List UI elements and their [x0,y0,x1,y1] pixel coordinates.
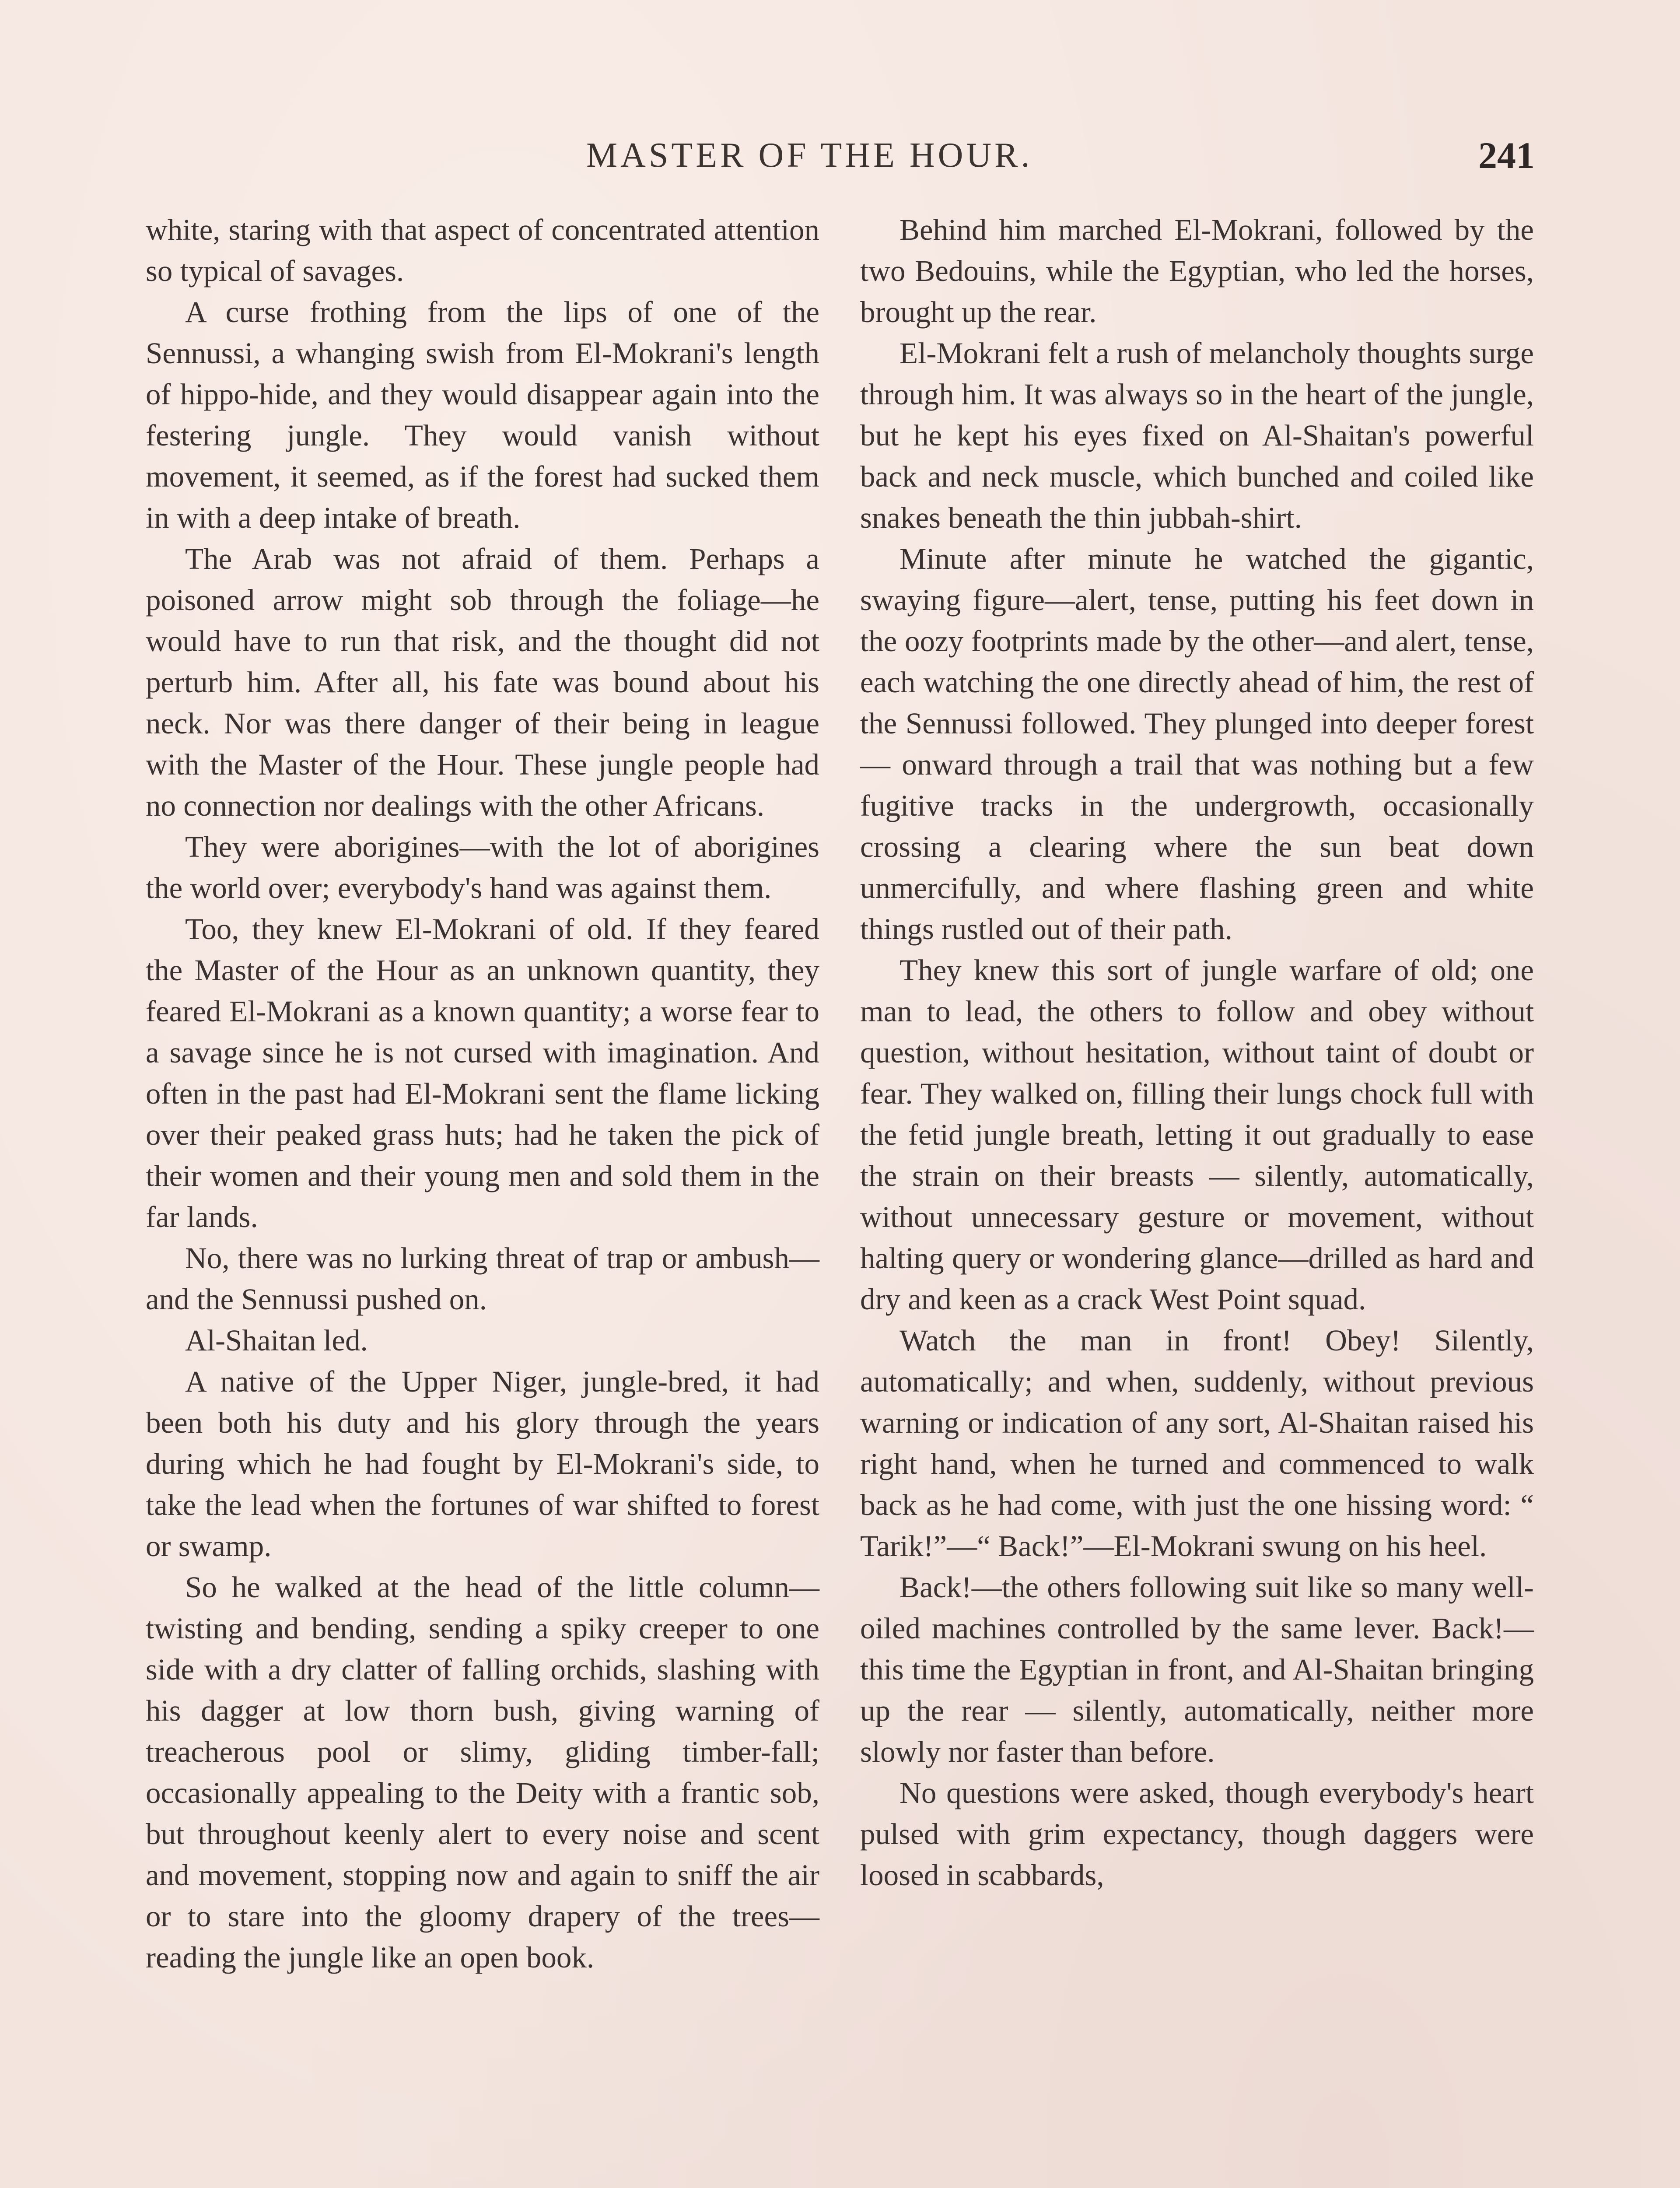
paragraph: A native of the Upper Niger, jungle-bred, it had been both his duty and his glory through the years during which he had fought by El-Mokrani's side, to take the lead when the fortunes of war shifted to forest or swamp. [146,1365,819,1563]
right-column [860,209,1534,1896]
paragraph: Minute after minute he watched the gigantic, swaying figure—alert, tense, putting his feet down in the oozy footprints made by the other—and alert, tense, each watching the one directly ahead of him, the rest of the Sennussi followed. They plunged into deeper forest — onward through a trail that was nothing but a few fugitive tracks in the undergrowth, occasionally crossing a clearing where the sun beat down unmercifully, and where flashing green and white things rustled out of their path. [860,542,1534,946]
paragraph: They knew this sort of jungle warfare of old; one man to lead, the others to follow and obey without question, without hesitation, without taint of doubt or fear. They walked on, filling their lungs chock full with the fetid jungle breath, letting it out gradually to ease the strain on their breasts — silently, automatically, without unnecessary gesture or movement, without halting query or wondering glance—drilled as hard and dry and keen as a crack West Point squad. [860,954,1534,1316]
paragraph: white, staring with that aspect of concentrated attention so typical of savages. [146,213,819,288]
page-header [0,131,1680,179]
paragraph: They were aborigines—with the lot of aborigines the world over; everybody's hand was against them. [146,830,819,905]
paragraph: Back!—the others following suit like so many well-oiled machines controlled by the same lever. Back!—this time the Egyptian in front, and Al-Shaitan bringing up the rear — silently, automatically, neither more slowly nor faster than before. [860,1571,1534,1768]
paragraph: El-Mokrani felt a rush of melancholy thoughts surge through him. It was always so in the heart of the jungle, but he kept his eyes fixed on Al-Shaitan's powerful back and neck muscle, which bunched and coiled like snakes beneath the thin jubbah-shirt. [860,337,1534,534]
paragraph: Watch the man in front! Obey! Silently, automatically; and when, suddenly, without previous warning or indication of any sort, Al-Shaitan raised his right hand, when he turned and commenced to walk back as he had come, with just the one hissing word: “ Tarik!”—“ Back!”—El-Mokrani swung on his heel. [860,1324,1534,1563]
paragraph: No questions were asked, though everybody's heart pulsed with grim expectancy, though daggers were loosed in scabbards, [860,1776,1534,1892]
running-title: MASTER OF THE HOUR. [586,136,1033,175]
paragraph: Too, they knew El-Mokrani of old. If they feared the Master of the Hour as an unknown quantity, they feared El-Mokrani as a known quantity; a worse fear to a savage since he is not cursed with imagination. And often in the past had El-Mokrani sent the flame licking over their peaked grass huts; had he taken the pick of their women and their young men and sold them in the far lands. [146,912,819,1234]
paragraph: Al-Shaitan led. [185,1324,368,1357]
paragraph: So he walked at the head of the little column—twisting and bending, sending a spiky creeper to one side with a dry clatter of falling orchids, slashing with his dagger at low thorn bush, giving warning of treacherous pool or slimy, gliding timber-fall; occasionally appealing to the Deity with a frantic sob, but throughout keenly alert to every noise and scent and movement, stopping now and again to sniff the air or to stare into the gloomy drapery of the trees—reading the jungle like an open book. [146,1571,819,1974]
paragraph: The Arab was not afraid of them. Perhaps a poisoned arrow might sob through the foliage—he would have to run that risk, and the thought did not perturb him. After all, his fate was bound about his neck. Nor was there danger of their being in league with the Master of the Hour. These jungle people had no connection nor dealings with the other Africans. [146,542,819,822]
paragraph: Behind him marched El-Mokrani, followed by the two Bedouins, while the Egyptian, who led the horses, brought up the rear. [860,213,1534,329]
left-column [146,209,819,1978]
page-number: 241 [1478,134,1535,176]
paragraph: A curse frothing from the lips of one of the Sennussi, a whanging swish from El-Mokrani's length of hippo-hide, and they would disappear again into the festering jungle. They would vanish without movement, it seemed, as if the forest had sucked them in with a deep intake of breath. [146,295,819,534]
paragraph: No, there was no lurking threat of trap or ambush—and the Sennussi pushed on. [146,1241,819,1316]
